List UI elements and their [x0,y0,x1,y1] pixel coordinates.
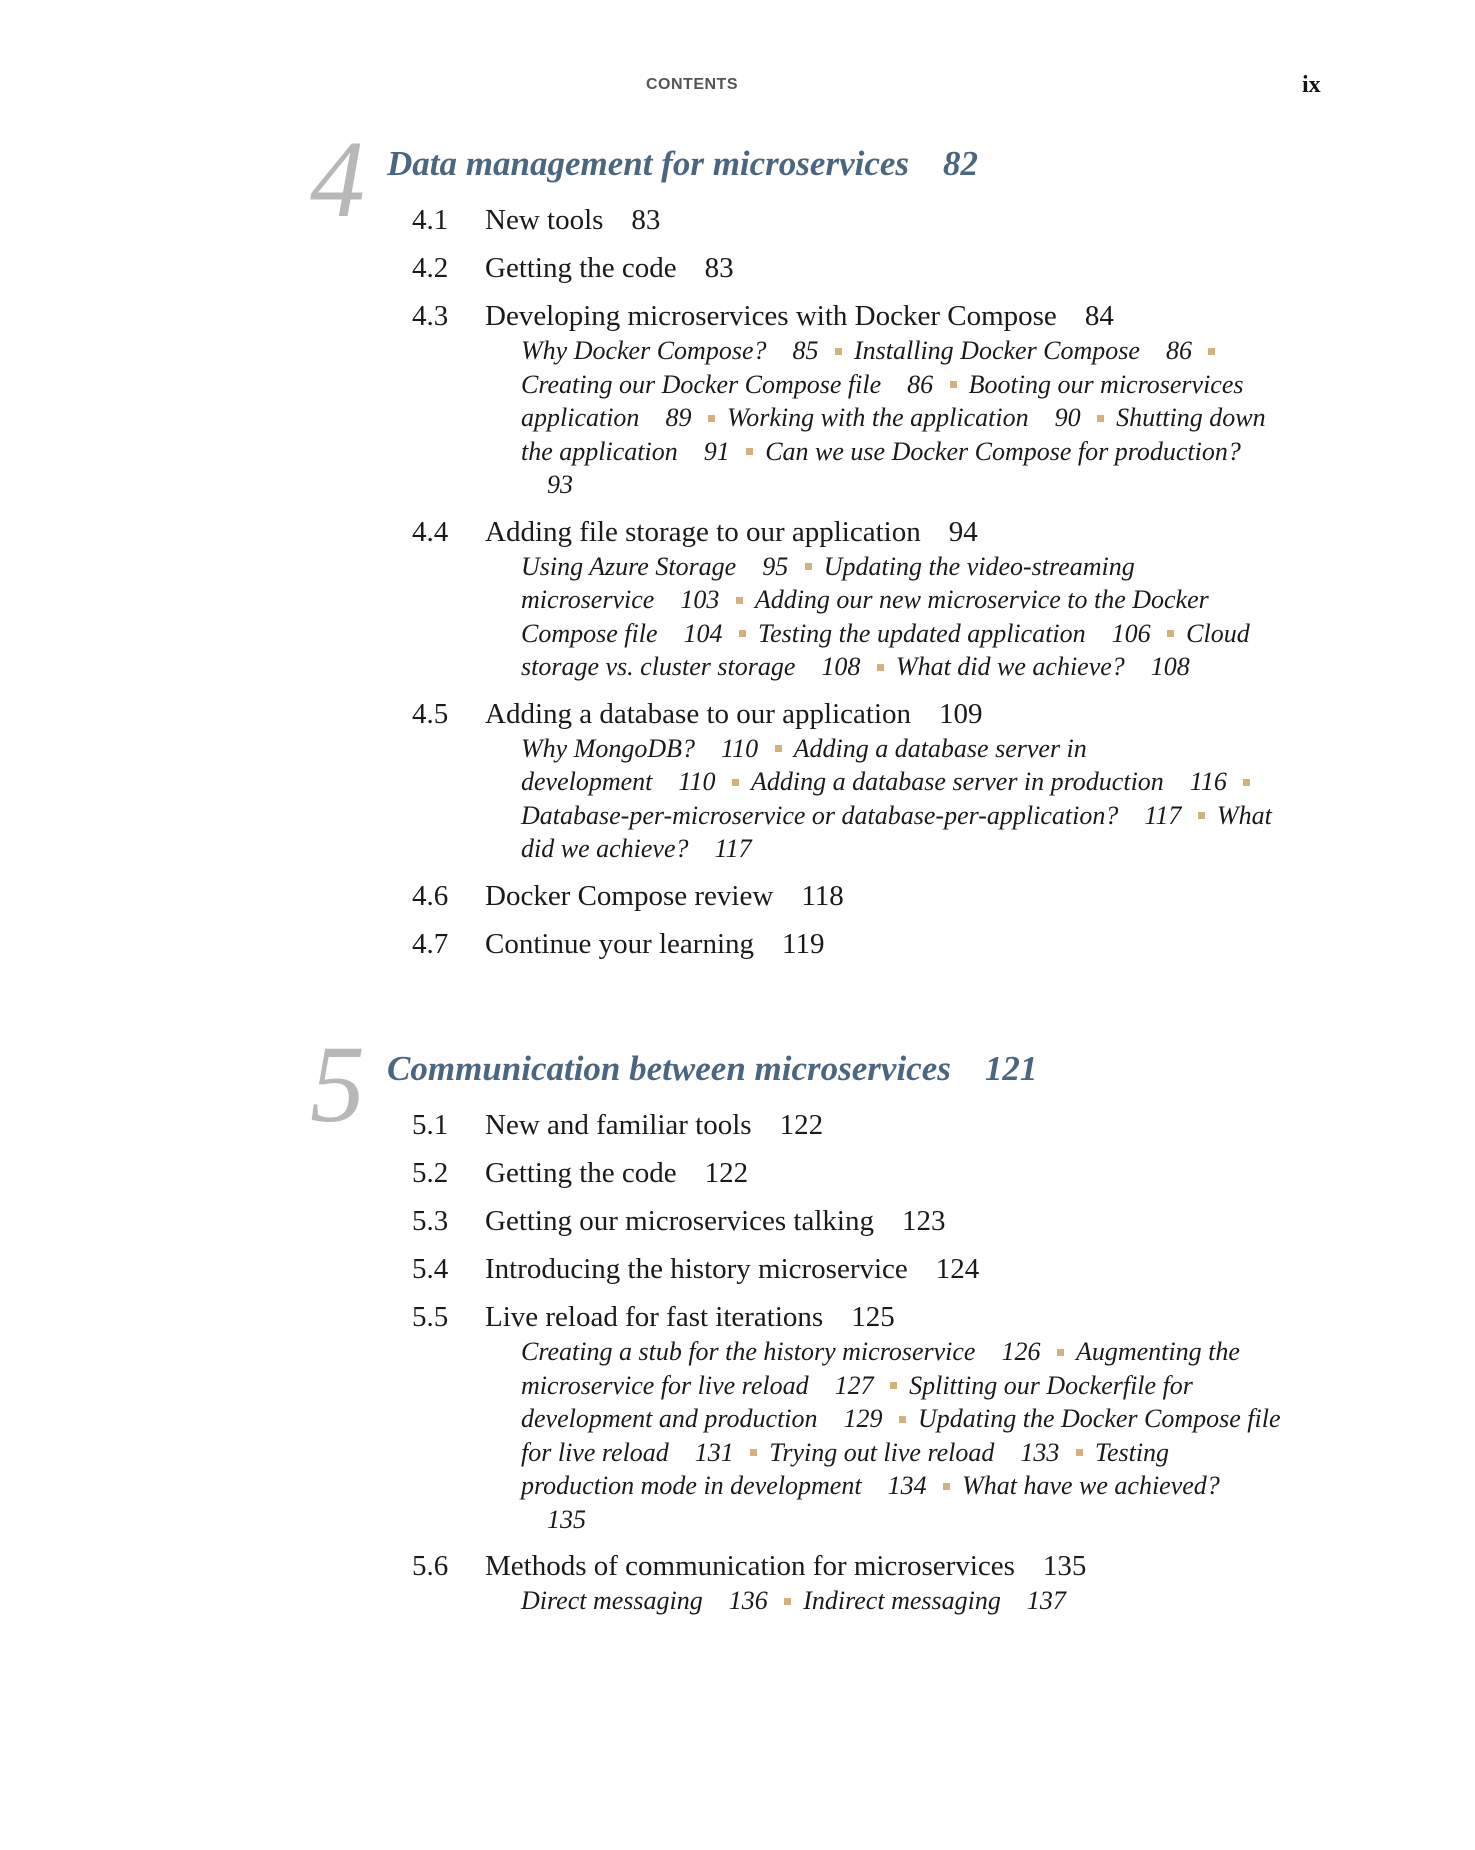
subsection-page: 108 [1150,652,1190,681]
bullet-separator [890,1382,897,1389]
running-head: CONTENTS [646,76,738,93]
subsection-page: 103 [680,585,720,614]
subsection-page: 135 [547,1504,586,1534]
subsection-page: 95 [762,551,789,581]
subsection-list [521,1335,1281,1536]
subsection-page: 110 [678,767,716,796]
section-number: 5.6 [412,1550,449,1582]
toc-subsection[interactable] [521,370,943,399]
subsection-title[interactable]: Installing Docker Compose [854,336,1140,365]
bullet-separator [708,415,715,422]
toc-subsection[interactable] [769,1438,1069,1467]
bullet-separator [1076,1449,1083,1456]
bullet-separator [1057,1349,1064,1356]
section-title[interactable]: Docker Compose review [485,879,774,912]
page-number: ix [1302,72,1321,98]
subsection-title[interactable]: Why Docker Compose? [521,336,767,365]
section-list [412,196,1292,968]
toc-section[interactable] [412,196,1292,244]
bullet-separator [750,1449,757,1456]
subsection-page: 116 [1189,767,1227,796]
subsection-page: 127 [834,1370,874,1400]
bullet-separator [1198,812,1205,819]
subsection-title[interactable]: Updating the Docker Compose file for live reload [521,1404,1281,1467]
section-title[interactable]: Developing microservices with Docker Compose [485,300,1057,332]
toc-subsection[interactable] [854,336,1202,365]
bullet-separator [1243,779,1250,786]
subsection-list [521,550,1281,684]
toc-section[interactable] [412,508,1292,556]
toc-subsection[interactable] [521,552,798,581]
toc-section[interactable] [412,292,1292,340]
subsection-list [521,732,1281,866]
subsection-title[interactable]: Shutting down the application [521,403,1266,466]
section-number: 4.1 [412,204,449,236]
subsection-title[interactable]: Direct messaging [521,1586,703,1615]
subsection-page: 110 [721,733,759,763]
subsection-page: 117 [1144,800,1182,830]
section-title[interactable]: Getting the code [485,1157,677,1189]
section-page: 94 [948,515,978,548]
subsection-title[interactable]: Using Azure Storage [521,551,737,581]
section-number: 5.1 [412,1109,449,1141]
section-page: 118 [801,879,844,912]
toc-section[interactable] [412,1101,1292,1149]
subsection-page: 86 [1165,336,1192,365]
section-page: 119 [782,927,825,960]
subsection-page: 104 [683,618,723,648]
toc-section[interactable] [412,690,1292,738]
subsection-title[interactable]: Why MongoDB? [521,733,696,763]
bullet-separator [805,563,812,570]
bullet-separator [1208,348,1215,355]
section-number: 5.2 [412,1157,449,1189]
section-number: 4.3 [412,300,449,332]
bullet-separator [784,1598,791,1605]
bullet-separator [775,745,782,752]
bullet-separator [1097,415,1104,422]
subsection-list [521,1584,1281,1618]
section-number: 4.5 [412,697,449,730]
toc-subsection[interactable] [758,619,1161,648]
toc-subsection[interactable] [521,1337,1050,1366]
section-number: 4.7 [412,927,449,960]
subsection-page: 86 [907,369,934,399]
section-title[interactable]: Continue your learning [485,927,755,960]
toc-subsection[interactable] [896,652,1200,681]
chapter-title[interactable]: Data management for microservices [387,144,910,183]
chapter-number: 4 [310,118,365,240]
section-number: 5.3 [412,1205,449,1237]
toc-subsection[interactable] [521,734,768,763]
section-number: 4.2 [412,252,449,284]
section-page: 122 [704,1157,749,1189]
subsection-title[interactable]: What did we achieve? [521,800,1272,863]
section-title[interactable]: Adding a database to our application [485,697,912,730]
subsection-title[interactable]: Can we use Docker Compose for production? [765,436,1241,466]
bullet-separator [732,779,739,786]
subsection-title[interactable]: Working with the application [726,403,1029,432]
section-title[interactable]: New tools [485,204,604,236]
section-number: 4.4 [412,515,449,548]
section-title[interactable]: Live reload for fast iterations [485,1301,824,1333]
subsection-title[interactable]: Indirect messaging [803,1586,1001,1615]
section-page: 84 [1084,300,1114,332]
toc-subsection[interactable] [521,801,1191,830]
subsection-title[interactable]: Adding a database server in production [750,767,1164,796]
section-number: 5.4 [412,1253,449,1285]
section-list [412,1101,1292,1624]
section-title[interactable]: Introducing the history microservice [485,1253,908,1285]
bullet-separator [943,1483,950,1490]
subsection-page: 93 [547,470,573,499]
subsection-title[interactable]: Updating the video-streaming microservice [521,551,1135,614]
subsection-title[interactable]: Database-per-microservice or database-per-application? [521,800,1119,830]
toc-section[interactable] [412,244,1292,292]
bullet-separator [736,597,743,604]
subsection-page: 131 [694,1437,734,1467]
bullet-separator [899,1416,906,1423]
section-number: 5.5 [412,1301,449,1333]
toc-subsection[interactable] [521,1586,778,1615]
section-title[interactable]: Getting the code [485,252,677,284]
subsection-title[interactable]: Booting our microservices application [521,369,1244,432]
section-title[interactable]: Methods of communication for microservices [485,1550,1015,1582]
section-page: 83 [631,204,661,236]
subsection-title[interactable]: What did we achieve? [895,652,1125,681]
toc-subsection[interactable] [521,336,829,365]
section-page: 135 [1042,1550,1087,1582]
toc-section[interactable] [412,1293,1292,1341]
bullet-separator [950,381,957,388]
chapter-title-row[interactable] [387,144,978,184]
subsection-title[interactable]: Creating our Docker Compose file [521,369,882,399]
subsection-title[interactable]: Testing production mode in development [521,1437,1170,1500]
subsection-page: 85 [792,336,819,365]
bullet-separator [835,348,842,355]
toc-section[interactable] [412,1197,1292,1245]
subsection-page: 90 [1054,403,1081,432]
bullet-separator [877,664,884,671]
subsection-page: 137 [1026,1586,1066,1615]
toc-subsection[interactable] [803,1586,1076,1615]
chapter-number: 5 [310,1023,365,1145]
toc-subsection[interactable] [751,767,1237,796]
subsection-title[interactable]: Creating a stub for the history microservice [521,1337,976,1366]
bullet-separator [1167,630,1174,637]
subsection-page: 126 [1001,1337,1041,1366]
subsection-title[interactable]: Adding our new microservice to the Docker Compose file [521,585,1209,648]
section-page: 122 [779,1109,824,1141]
subsection-title[interactable]: Augmenting the microservice for live reload [521,1337,1240,1400]
subsection-page: 133 [1020,1437,1060,1467]
subsection-page: 106 [1111,618,1151,648]
section-title[interactable]: Getting our microservices talking [485,1205,874,1237]
subsection-title[interactable]: Adding a database server in development [521,733,1087,796]
subsection-title[interactable]: Trying out live reload [769,1437,995,1467]
chapter-page: 82 [943,144,979,183]
subsection-page: 134 [887,1471,927,1500]
subsection-title[interactable]: Testing the updated application [758,618,1086,648]
subsection-list [521,334,1281,502]
section-page: 123 [901,1205,946,1237]
subsection-page: 129 [843,1404,883,1433]
subsection-page: 136 [728,1586,768,1615]
toc-section[interactable] [412,1149,1292,1197]
section-number: 4.6 [412,879,449,912]
subsection-title[interactable]: Splitting our Dockerfile for development and production [521,1370,1193,1433]
section-page: 125 [851,1301,895,1333]
section-title[interactable]: Adding file storage to our application [485,515,921,548]
subsection-title[interactable]: Cloud storage vs. cluster storage [521,618,1250,681]
subsection-page: 91 [703,436,730,466]
bullet-separator [739,630,746,637]
subsection-page: 89 [665,403,692,432]
subsection-page: 108 [821,652,861,681]
chapter-page: 121 [984,1049,1038,1088]
toc-section[interactable] [412,1245,1292,1293]
chapter-title[interactable]: Communication between microservices [387,1049,951,1088]
section-page: 109 [939,697,983,730]
chapter-title-row[interactable] [387,1049,1037,1089]
toc-section[interactable] [412,872,1292,920]
toc-section[interactable] [412,1542,1292,1590]
subsection-page: 117 [714,834,752,863]
section-page: 83 [704,252,734,284]
toc-subsection[interactable] [727,403,1091,432]
toc-section[interactable] [412,920,1292,968]
section-title[interactable]: New and familiar tools [485,1109,752,1141]
section-page: 124 [935,1253,980,1285]
subsection-title[interactable]: What have we achieved? [962,1471,1220,1500]
bullet-separator [746,448,753,455]
